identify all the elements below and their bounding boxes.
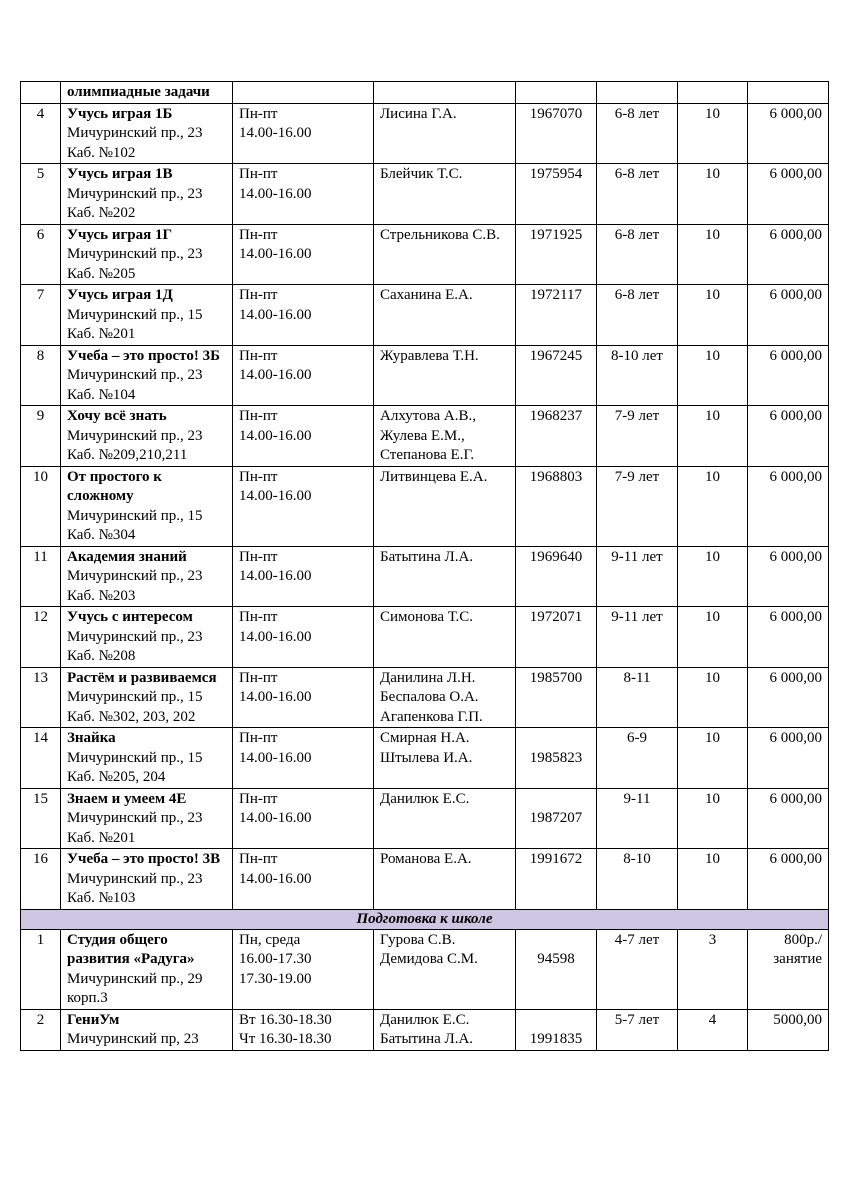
group-size: 10 (678, 224, 748, 285)
program-code: 1985823 (529, 749, 583, 766)
teachers-cell (374, 667, 516, 728)
program-cell (61, 1009, 233, 1050)
age-range: 9-11 (597, 788, 678, 849)
program-code-cell (516, 849, 597, 910)
table-row (21, 788, 829, 849)
program-cell (61, 466, 233, 546)
schedule-cell (233, 849, 374, 910)
program-code: 1985700 (529, 669, 583, 686)
teacher-name: Батытина Л.А. (380, 548, 474, 565)
program-address: Мичуринский пр., 23 (67, 568, 203, 584)
program-room: Каб. №302, 203, 202 (67, 708, 196, 725)
row-number: 13 (21, 667, 61, 728)
schedule-cell (233, 929, 374, 1009)
teachers-cell (374, 546, 516, 607)
program-cell (61, 788, 233, 849)
program-code-cell (516, 406, 597, 467)
program-address: Мичуринский пр., 15 (67, 306, 203, 323)
program-name: Академия знаний (67, 548, 187, 565)
row-number: 7 (21, 285, 61, 346)
program-code-cell (516, 103, 597, 164)
schedule-cell (233, 466, 374, 546)
age-range: 6-8 лет (597, 285, 678, 346)
program-cell (61, 546, 233, 607)
programs-table (20, 81, 829, 1051)
row-number: 9 (21, 406, 61, 467)
teacher-name: Демидова С.М. (380, 951, 478, 967)
row-number: 5 (21, 164, 61, 225)
program-code: 94598 (537, 951, 575, 967)
schedule-cell (233, 406, 374, 467)
price: 6 000,00 (748, 103, 829, 164)
schedule-line: Пн-пт (239, 548, 278, 565)
program-code: 1968803 (529, 468, 583, 485)
schedule-line: 14.00-16.00 (239, 185, 312, 202)
table-row (21, 607, 829, 668)
price (748, 82, 829, 104)
schedule-line: Пн-пт (239, 790, 278, 807)
teacher-name: Штылева И.А. (380, 749, 473, 766)
teacher-name: Агапенкова Г.П. (380, 708, 483, 725)
table-row (21, 1009, 829, 1050)
program-code-cell (516, 788, 597, 849)
table-row (21, 345, 829, 406)
schedule-line: Пн, среда (239, 931, 301, 948)
table-row (21, 466, 829, 546)
schedule-cell (233, 82, 374, 104)
schedule-line: Пн-пт (239, 408, 278, 424)
program-code-cell (516, 82, 597, 104)
schedule-cell (233, 728, 374, 789)
group-size: 10 (678, 667, 748, 728)
program-code: 1968237 (529, 408, 583, 424)
program-cell (61, 849, 233, 910)
program-cell (61, 667, 233, 728)
schedule-cell (233, 607, 374, 668)
schedule-line: Пн-пт (239, 609, 278, 625)
teacher-name: Журавлева Т.Н. (380, 347, 479, 364)
group-size: 10 (678, 788, 748, 849)
program-code-cell (516, 224, 597, 285)
teachers-cell (374, 1009, 516, 1050)
row-number: 2 (21, 1009, 61, 1050)
group-size: 10 (678, 849, 748, 910)
row-number (21, 82, 61, 104)
program-address: Мичуринский пр., 23 (67, 367, 203, 383)
schedule-line: 16.00-17.30 (239, 951, 312, 967)
teachers-cell (374, 929, 516, 1009)
program-code-cell (516, 164, 597, 225)
program-room: Каб. №205, 204 (67, 769, 166, 785)
program-name: Знаем и умеем 4Е (67, 790, 187, 807)
schedule-line: 14.00-16.00 (239, 125, 312, 141)
table-row (21, 82, 829, 104)
price: 6 000,00 (748, 607, 829, 668)
schedule-line: 14.00-16.00 (239, 246, 312, 262)
table-row (21, 103, 829, 164)
age-range: 7-9 лет (597, 466, 678, 546)
table-row (21, 929, 829, 1009)
program-address: Мичуринский пр., 15 (67, 507, 203, 524)
teachers-cell (374, 82, 516, 104)
program-cell (61, 345, 233, 406)
price: 6 000,00 (748, 849, 829, 910)
schedule-cell (233, 103, 374, 164)
program-address: Мичуринский пр., 23 (67, 246, 203, 262)
teacher-name: Данилина Л.Н. (380, 669, 476, 686)
schedule-line: 14.00-16.00 (239, 628, 312, 645)
teachers-cell (374, 849, 516, 910)
teachers-cell (374, 728, 516, 789)
program-code-cell (516, 466, 597, 546)
program-code: 1972071 (529, 609, 583, 625)
program-cell (61, 164, 233, 225)
program-name: Учусь играя 1Г (67, 226, 173, 243)
age-range: 9-11 лет (597, 546, 678, 607)
program-room: Каб. №208 (67, 648, 136, 664)
teacher-name: Данилюк Е.С. (380, 790, 470, 807)
program-room: корп.3 (67, 990, 108, 1006)
price: 6 000,00 (748, 164, 829, 225)
program-room: Каб. №304 (67, 527, 136, 543)
schedule-line: Вт 16.30-18.30 (239, 1011, 332, 1028)
program-room: Каб. №104 (67, 386, 136, 403)
teacher-name: Блейчик Т.С. (380, 166, 463, 182)
age-range: 9-11 лет (597, 607, 678, 668)
schedule-line: 14.00-16.00 (239, 427, 312, 444)
teacher-name: Степанова Е.Г. (380, 447, 475, 463)
program-room: Каб. №201 (67, 829, 136, 846)
program-cell (61, 607, 233, 668)
program-name: Учусь с интересом (67, 609, 193, 625)
teacher-name: Батытина Л.А. (380, 1031, 474, 1047)
price: 6 000,00 (748, 788, 829, 849)
price: 6 000,00 (748, 466, 829, 546)
teacher-name: Алхутова А.В., (380, 408, 476, 424)
program-address: Мичуринский пр., 15 (67, 689, 203, 705)
schedule-cell (233, 667, 374, 728)
row-number: 10 (21, 466, 61, 546)
spacer (522, 729, 590, 749)
row-number: 12 (21, 607, 61, 668)
teachers-cell (374, 285, 516, 346)
program-address: Мичуринский пр., 23 (67, 810, 203, 826)
price: 6 000,00 (748, 728, 829, 789)
teacher-name: Беспалова О.А. (380, 689, 479, 705)
teachers-cell (374, 345, 516, 406)
age-range (597, 82, 678, 104)
teachers-cell (374, 788, 516, 849)
program-room: Каб. №102 (67, 144, 136, 161)
program-code-cell (516, 607, 597, 668)
schedule-line: 14.00-16.00 (239, 306, 312, 323)
price: 6 000,00 (748, 285, 829, 346)
program-name: Учусь играя 1Д (67, 287, 173, 303)
program-name: Знайка (67, 730, 116, 746)
table-row (21, 224, 829, 285)
schedule-line: 14.00-16.00 (239, 689, 312, 705)
teacher-name: Литвинцева Е.А. (380, 468, 488, 485)
price: 6 000,00 (748, 546, 829, 607)
schedule-line: Пн-пт (239, 730, 278, 746)
schedule-line: Пн-пт (239, 166, 278, 182)
age-range: 4-7 лет (597, 929, 678, 1009)
schedule-line: 14.00-16.00 (239, 568, 312, 584)
program-name: Хочу всё знать (67, 408, 167, 424)
group-size: 10 (678, 103, 748, 164)
program-code: 1972117 (530, 287, 582, 303)
schedule-cell (233, 788, 374, 849)
teachers-cell (374, 224, 516, 285)
age-range: 8-10 лет (597, 345, 678, 406)
program-address: Мичуринский пр, 23 (67, 1031, 199, 1047)
row-number: 1 (21, 929, 61, 1009)
price: 6 000,00 (748, 224, 829, 285)
program-code: 1991835 (529, 1031, 583, 1047)
program-cell (61, 285, 233, 346)
program-code-cell (516, 285, 597, 346)
program-code: 1967245 (529, 347, 583, 364)
group-size: 10 (678, 285, 748, 346)
age-range: 8-11 (597, 667, 678, 728)
teachers-cell (374, 164, 516, 225)
program-cell (61, 224, 233, 285)
row-number: 4 (21, 103, 61, 164)
schedule-line: Чт 16.30-18.30 (239, 1031, 332, 1047)
teachers-cell (374, 103, 516, 164)
group-size (678, 82, 748, 104)
schedule-cell (233, 285, 374, 346)
program-cell (61, 728, 233, 789)
program-room: Каб. №209,210,211 (67, 447, 188, 463)
teacher-name: Стрельникова С.В. (380, 226, 500, 243)
spacer (522, 931, 590, 951)
table-row (21, 728, 829, 789)
schedule-line: 14.00-16.00 (239, 810, 312, 826)
program-code: 1969640 (529, 548, 583, 565)
program-room: Каб. №103 (67, 890, 136, 906)
program-address: Мичуринский пр., 29 (67, 970, 203, 987)
teacher-name: Лисина Г.А. (380, 105, 457, 122)
group-size: 10 (678, 345, 748, 406)
program-room: Каб. №203 (67, 587, 136, 604)
program-code-cell (516, 728, 597, 789)
group-size: 10 (678, 546, 748, 607)
schedule-cell (233, 224, 374, 285)
price: 800р./ занятие (748, 929, 829, 1009)
program-name: ГениУм (67, 1011, 120, 1028)
schedule-line: Пн-пт (239, 226, 278, 243)
price: 6 000,00 (748, 667, 829, 728)
program-code-cell (516, 345, 597, 406)
program-name: Учусь играя 1Б (67, 105, 173, 122)
spacer (522, 790, 590, 810)
teacher-name: Данилюк Е.С. (380, 1011, 470, 1028)
schedule-line: 14.00-16.00 (239, 367, 312, 383)
group-size: 3 (678, 929, 748, 1009)
program-code: 1967070 (529, 105, 583, 122)
program-room: Каб. №201 (67, 326, 136, 342)
group-size: 10 (678, 406, 748, 467)
row-number: 11 (21, 546, 61, 607)
program-name: олимпиадные задачи (67, 84, 210, 100)
program-cell (61, 103, 233, 164)
schedule-line: Пн-пт (239, 287, 278, 303)
teachers-cell (374, 607, 516, 668)
table-row (21, 406, 829, 467)
program-code: 1971925 (529, 226, 583, 243)
table-row (21, 667, 829, 728)
program-code-cell (516, 1009, 597, 1050)
program-code: 1987207 (529, 810, 583, 826)
spacer (522, 1011, 590, 1031)
table-row (21, 546, 829, 607)
age-range: 6-8 лет (597, 224, 678, 285)
schedule-line: 17.30-19.00 (239, 970, 312, 987)
section-header-row (21, 909, 829, 929)
teacher-name: Романова Е.А. (380, 851, 472, 867)
program-code-cell (516, 929, 597, 1009)
section-title: Подготовка к школе (21, 909, 829, 929)
row-number: 16 (21, 849, 61, 910)
price: 5000,00 (748, 1009, 829, 1050)
row-number: 8 (21, 345, 61, 406)
age-range: 6-9 (597, 728, 678, 789)
group-size: 10 (678, 164, 748, 225)
table-row (21, 164, 829, 225)
program-cell (61, 406, 233, 467)
teacher-name: Смирная Н.А. (380, 730, 470, 746)
program-name: Растём и развиваемся (67, 669, 217, 686)
price: 6 000,00 (748, 406, 829, 467)
program-code-cell (516, 667, 597, 728)
group-size: 10 (678, 728, 748, 789)
program-address: Мичуринский пр., 23 (67, 125, 203, 141)
schedule-cell (233, 345, 374, 406)
row-number: 6 (21, 224, 61, 285)
group-size: 10 (678, 466, 748, 546)
program-cell (61, 82, 233, 104)
age-range: 6-8 лет (597, 164, 678, 225)
program-name: Учеба – это просто! 3Б (67, 347, 221, 364)
teachers-cell (374, 406, 516, 467)
schedule-line: Пн-пт (239, 669, 278, 686)
program-name: Студия общего развития «Радуга» (67, 931, 195, 967)
program-code: 1975954 (529, 166, 583, 182)
schedule-line: Пн-пт (239, 105, 278, 122)
age-range: 6-8 лет (597, 103, 678, 164)
program-address: Мичуринский пр., 23 (67, 628, 203, 645)
program-code: 1991672 (529, 851, 583, 867)
program-room: Каб. №205 (67, 265, 136, 282)
program-address: Мичуринский пр., 15 (67, 749, 203, 766)
program-name: Учусь играя 1В (67, 166, 173, 182)
schedule-line: Пн-пт (239, 347, 278, 364)
teacher-name: Саханина Е.А. (380, 287, 473, 303)
table-row (21, 285, 829, 346)
group-size: 4 (678, 1009, 748, 1050)
schedule-cell (233, 546, 374, 607)
program-address: Мичуринский пр., 23 (67, 870, 203, 887)
teachers-cell (374, 466, 516, 546)
program-cell (61, 929, 233, 1009)
schedule-cell (233, 1009, 374, 1050)
schedule-line: 14.00-16.00 (239, 488, 312, 504)
group-size: 10 (678, 607, 748, 668)
program-name: Учеба – это просто! 3В (67, 851, 221, 867)
schedule-line: 14.00-16.00 (239, 870, 312, 887)
program-name: От простого к сложному (67, 468, 162, 504)
programs-table-body (21, 82, 829, 1051)
teacher-name: Жулева Е.М., (380, 427, 465, 444)
age-range: 8-10 (597, 849, 678, 910)
program-room: Каб. №202 (67, 205, 136, 221)
price: 6 000,00 (748, 345, 829, 406)
schedule-line: 14.00-16.00 (239, 749, 312, 766)
row-number: 15 (21, 788, 61, 849)
schedule-cell (233, 164, 374, 225)
table-row (21, 849, 829, 910)
schedule-line: Пн-пт (239, 468, 278, 485)
age-range: 7-9 лет (597, 406, 678, 467)
program-code-cell (516, 546, 597, 607)
program-address: Мичуринский пр., 23 (67, 427, 203, 444)
age-range: 5-7 лет (597, 1009, 678, 1050)
schedule-line: Пн-пт (239, 851, 278, 867)
program-address: Мичуринский пр., 23 (67, 185, 203, 202)
teacher-name: Гурова С.В. (380, 931, 456, 948)
row-number: 14 (21, 728, 61, 789)
teacher-name: Симонова Т.С. (380, 609, 474, 625)
